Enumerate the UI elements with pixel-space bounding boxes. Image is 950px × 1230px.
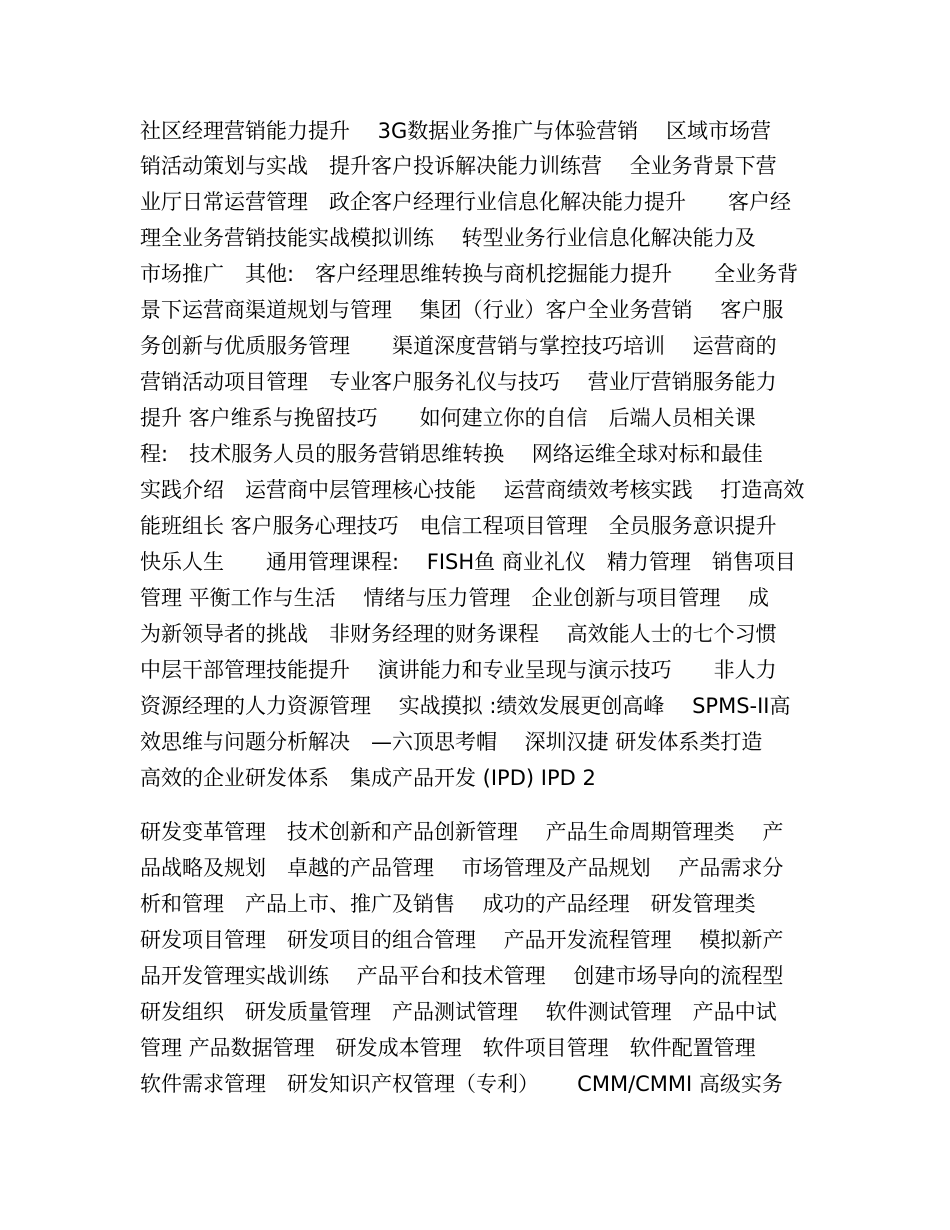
text-line: 务创新与优质服务管理 渠道深度营销与掌控技巧培训 运营商的 bbox=[140, 334, 777, 358]
text-line: 中层干部管理技能提升 演讲能力和专业呈现与演示技巧 非人力 bbox=[140, 658, 777, 682]
text-line: 资源经理的人力资源管理 实战摸拟 :绩效发展更创高峰 SPMS-II高 bbox=[140, 694, 791, 718]
text-line: 研发组织 研发质量管理 产品测试管理 软件测试管理 产品中试 bbox=[140, 1000, 777, 1024]
text-line: 销活动策划与实战 提升客户投诉解决能力训练营 全业务背景下营 bbox=[140, 154, 777, 178]
text-line: 快乐人生 通用管理课程: FISH鱼 商业礼仪 精力管理 销售项目 bbox=[140, 550, 796, 574]
text-line: 程: 技术服务人员的服务营销思维转换 网络运维全球对标和最佳 bbox=[140, 442, 763, 466]
text-line: 业厅日常运营管理 政企客户经理行业信息化解决能力提升 客户经 bbox=[140, 190, 791, 214]
text-line: 景下运营商渠道规划与管理 集团（行业）客户全业务营销 客户服 bbox=[140, 298, 784, 322]
text-line: 品战略及规划 卓越的产品管理 市场管理及产品规划 产品需求分 bbox=[140, 856, 784, 880]
text-line: 软件需求管理 研发知识产权管理（专利） CMM/CMMI 高级实务 bbox=[140, 1072, 783, 1096]
text-line: 市场推广 其他: 客户经理思维转换与商机挖掘能力提升 全业务背 bbox=[140, 262, 799, 286]
text-line: 研发项目管理 研发项目的组合管理 产品开发流程管理 模拟新产 bbox=[140, 928, 784, 952]
text-line: 理全业务营销技能实战模拟训练 转型业务行业信息化解决能力及 bbox=[140, 226, 756, 250]
text-line: 实践介绍 运营商中层管理核心技能 运营商绩效考核实践 打造高效 bbox=[140, 478, 805, 502]
text-line: 能班组长 客户服务心理技巧 电信工程项目管理 全员服务意识提升 bbox=[140, 514, 777, 538]
text-line: 社区经理营销能力提升 3G数据业务推广与体验营销 区域市场营 bbox=[140, 119, 771, 143]
text-line: 品开发管理实战训练 产品平台和技术管理 创建市场导向的流程型 bbox=[140, 964, 784, 988]
text-line: 高效的企业研发体系 集成产品开发 (IPD) IPD 2 bbox=[140, 766, 596, 790]
text-line: 研发变革管理 技术创新和产品创新管理 产品生命周期管理类 产 bbox=[140, 820, 784, 844]
text-line: 效思维与问题分析解决 —六顶思考帽 深圳汉捷 研发体系类打造 bbox=[140, 730, 763, 754]
text-line: 管理 产品数据管理 研发成本管理 软件项目管理 软件配置管理 bbox=[140, 1036, 756, 1060]
text-line: 析和管理 产品上市、推广及销售 成功的产品经理 研发管理类 bbox=[140, 892, 756, 916]
text-line: 管理 平衡工作与生活 情绪与压力管理 企业创新与项目管理 成 bbox=[140, 586, 770, 610]
text-line: 营销活动项目管理 专业客户服务礼仪与技巧 营业厅营销服务能力 bbox=[140, 370, 777, 394]
text-line: 为新领导者的挑战 非财务经理的财务课程 高效能人士的七个习惯 bbox=[140, 622, 777, 646]
text-line: 提升 客户维系与挽留技巧 如何建立你的自信 后端人员相关课 bbox=[140, 406, 756, 430]
